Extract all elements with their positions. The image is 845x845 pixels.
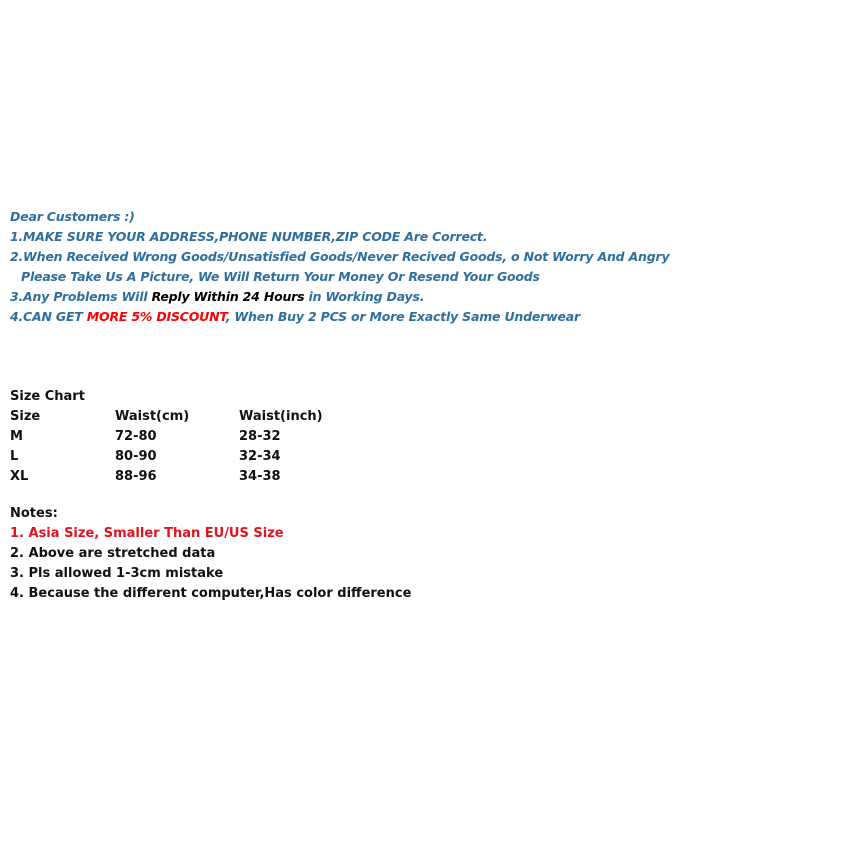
notice-reply-prefix: 3.Any Problems Will xyxy=(10,289,152,304)
notice-reply-highlight: Reply Within 24 Hours xyxy=(151,289,305,304)
notice-greeting: Dear Customers :) xyxy=(10,209,135,224)
waist-inch-cell: 28-32 xyxy=(239,429,281,444)
note-color-difference: 4. Because the different computer,Has color difference xyxy=(10,586,412,601)
notice-item-address: 1.MAKE SURE YOUR ADDRESS,PHONE NUMBER,ZIP CODE Are Correct. xyxy=(10,229,488,244)
waist-cm-cell: 88-96 xyxy=(115,469,157,484)
notice-discount-highlight: MORE 5% DISCOUNT xyxy=(86,309,226,324)
waist-cm-cell: 72-80 xyxy=(115,429,157,444)
size-cell: XL xyxy=(10,469,29,484)
notice-item-wrong-goods-continued: Please Take Us A Picture, We Will Return Your Money Or Resend Your Goods xyxy=(21,269,540,284)
size-chart-header-waist-inch: Waist(inch) xyxy=(239,409,323,424)
note-asia-size: 1. Asia Size, Smaller Than EU/US Size xyxy=(10,526,284,541)
notice-discount-suffix: , When Buy 2 PCS or More Exactly Same Underwear xyxy=(225,309,580,324)
notes-section xyxy=(10,504,710,604)
waist-inch-cell: 34-38 xyxy=(239,469,281,484)
notice-item-reply xyxy=(10,287,830,307)
customer-notice xyxy=(10,207,830,327)
size-chart-row xyxy=(10,447,610,467)
waist-cm-cell: 80-90 xyxy=(115,449,157,464)
size-cell: M xyxy=(10,429,23,444)
note-stretched-data: 2. Above are stretched data xyxy=(10,546,216,561)
size-cell: L xyxy=(10,449,19,464)
notice-item-wrong-goods: 2.When Received Wrong Goods/Unsatisfied Goods/Never Recived Goods, o Not Worry And Angry xyxy=(10,249,670,264)
notes-title: Notes: xyxy=(10,506,58,521)
size-chart-title: Size Chart xyxy=(10,389,85,404)
size-chart-header-waist-cm: Waist(cm) xyxy=(115,409,190,424)
notice-reply-suffix: in Working Days. xyxy=(304,289,425,304)
notice-discount-prefix: 4.CAN GET xyxy=(10,309,87,324)
size-chart-row xyxy=(10,467,610,487)
note-mistake: 3. Pls allowed 1-3cm mistake xyxy=(10,566,224,581)
size-chart-header-row xyxy=(10,407,610,427)
size-chart-row xyxy=(10,427,610,447)
size-chart-header-size: Size xyxy=(10,409,41,424)
size-chart xyxy=(10,387,610,487)
waist-inch-cell: 32-34 xyxy=(239,449,281,464)
notice-item-discount xyxy=(10,307,830,327)
